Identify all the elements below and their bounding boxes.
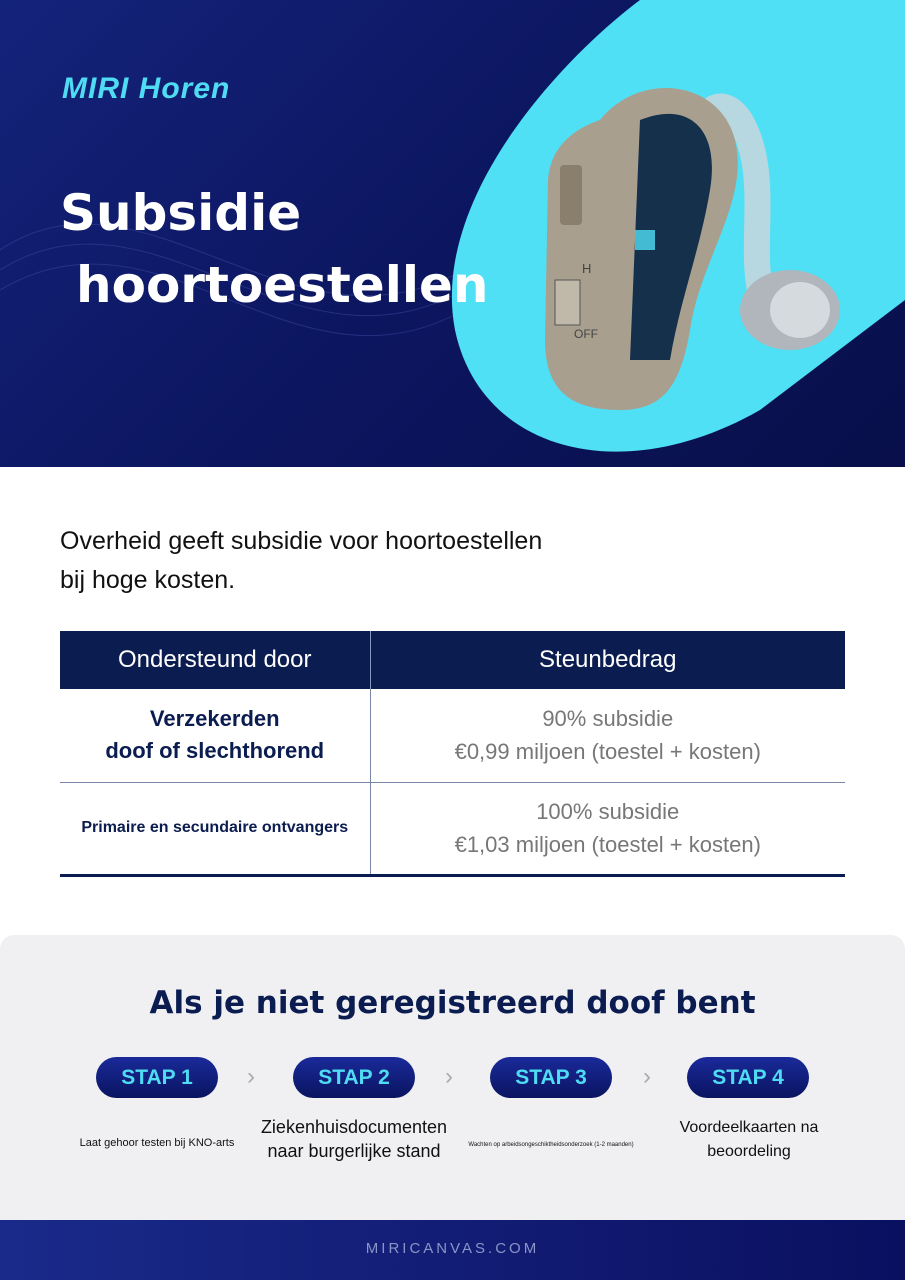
- group-line: doof of slechthorend: [105, 738, 325, 764]
- page-title-line1: Subsidie: [60, 184, 302, 242]
- group-line: Verzekerden: [149, 706, 280, 732]
- step-2-desc: Ziekenhuisdocumenten naar burgerlijke stand: [260, 1117, 448, 1161]
- step-2-badge: STAP 2: [293, 1057, 415, 1098]
- step-1-desc: Laat gehoor testen bij KNO-arts: [79, 1137, 235, 1149]
- svg-text:OFF: OFF: [574, 327, 598, 341]
- table-row: [60, 689, 845, 782]
- chevron-right-icon: ›: [445, 1063, 453, 1090]
- chevron-right-icon: ›: [247, 1063, 255, 1090]
- table-header: [60, 631, 845, 689]
- page-title-line2: hoortoestellen: [76, 256, 489, 314]
- amount-line: €1,03 miljoen (toestel + kosten): [454, 832, 761, 857]
- intro-line2: bij hoge kosten.: [60, 566, 236, 594]
- chevron-right-icon: ›: [643, 1063, 651, 1090]
- step-4-badge: STAP 4: [687, 1057, 809, 1098]
- header-amount: Steunbedrag: [370, 631, 845, 689]
- table-row: [60, 782, 845, 875]
- intro-text: [60, 522, 660, 600]
- subsidy-table: [60, 631, 845, 877]
- step-1-badge: STAP 1: [96, 1057, 218, 1098]
- header-supported-by: Ondersteund door: [60, 631, 370, 689]
- footer-url: MIRICANVAS.COM: [0, 1220, 905, 1280]
- amount-cell: [370, 782, 845, 875]
- step-3-desc: Wachten op arbeidsongeschiktheidsonderzoek (1-2 maanden): [468, 1142, 634, 1148]
- amount-line: €0,99 miljoen (toestel + kosten): [454, 739, 761, 765]
- group-cell: [60, 689, 370, 782]
- group-line: Primaire en secundaire ontvangers: [81, 819, 349, 836]
- amount-cell: [370, 689, 845, 782]
- steps-section: [0, 935, 905, 1220]
- hero-banner: [0, 0, 905, 467]
- step-4-desc: Voordeelkaarten na beoordeling: [679, 1119, 819, 1160]
- intro-line1: Overheid geeft subsidie voor hoortoestellen: [60, 527, 543, 555]
- svg-text:H: H: [582, 261, 592, 276]
- amount-line: 100% subsidie: [536, 799, 680, 824]
- brand-logo: MIRI Horen: [62, 72, 231, 105]
- steps-heading: Als je niet geregistreerd doof bent: [149, 985, 756, 1021]
- step-3-badge: STAP 3: [490, 1057, 612, 1098]
- group-cell: [60, 782, 370, 875]
- amount-line: 90% subsidie: [542, 706, 674, 732]
